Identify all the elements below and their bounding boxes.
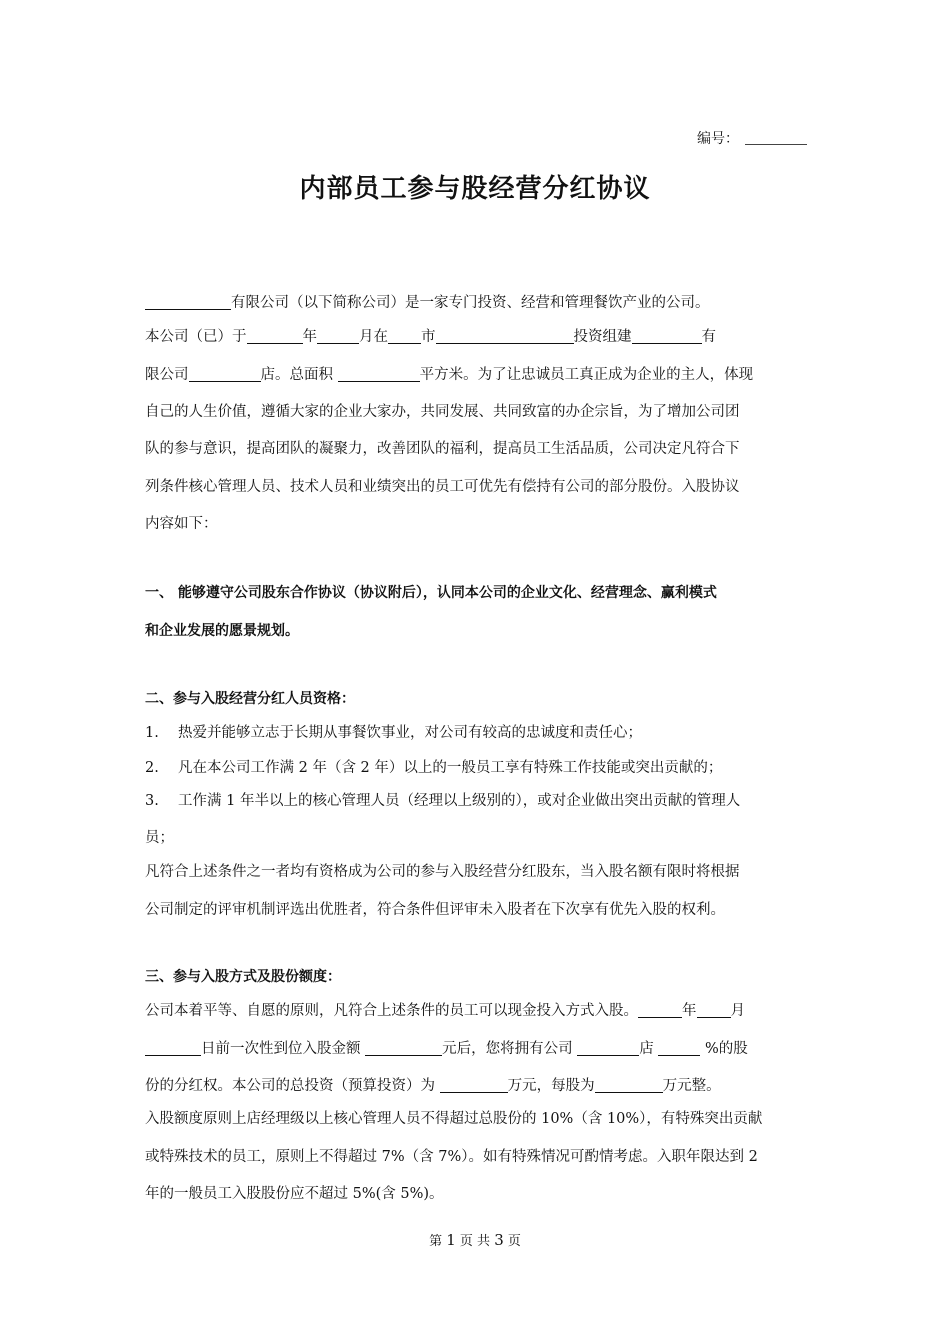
year-blank xyxy=(247,329,303,344)
intro-line-7: 内容如下： xyxy=(145,516,218,532)
section-3-heading: 三、参与入股方式及股份额度： xyxy=(145,969,341,985)
invest-day-blank xyxy=(145,1041,201,1056)
serial-blank xyxy=(745,130,807,145)
total-investment-blank xyxy=(440,1078,508,1093)
company-blank xyxy=(632,329,702,344)
section-3-line-3: 份的分红权。本公司的总投资（预算投资）为 万元，每股为 万元整。 xyxy=(145,1078,721,1094)
serial-number xyxy=(697,128,807,148)
section-1-line-1: 一、 能够遵守公司股东合作协议（协议附后），认同本公司的企业文化、经营理念、赢利模式 xyxy=(145,585,717,601)
section-2-paragraph-1: 凡符合上述条件之一者均有资格成为公司的参与入股经营分红股东，当入股名额有限时将根据 xyxy=(145,864,740,880)
area-blank xyxy=(338,367,420,382)
intro-line-5: 队的参与意识，提高团队的凝聚力，改善团队的福利，提高员工生活品质，公司决定凡符合下 xyxy=(145,441,740,457)
company-name-blank xyxy=(145,295,231,310)
section-3-line-1: 公司本着平等、自愿的原则，凡符合上述条件的员工可以现金投入方式入股。 年 月 xyxy=(145,1003,745,1019)
list-item-3: 3. 工作满 1 年半以上的核心管理人员（经理以上级别的），或对企业做出突出贡献的管理人 xyxy=(145,793,741,809)
invest-year-blank xyxy=(638,1003,682,1018)
section-3-line-5: 或特殊技术的员工，原则上不得超过 7%（含 7%）。如有特殊情况可酌情考虑。入职年限达到 2 xyxy=(145,1149,758,1165)
page-footer: 第 1 页 共 3 页 xyxy=(429,1231,521,1249)
serial-label: 编号： xyxy=(697,131,739,147)
intro-line-4: 自己的人生价值，遵循大家的企业大家办，共同发展、共同致富的办企宗旨，为了增加公司团 xyxy=(145,404,740,420)
current-page: 1 xyxy=(446,1231,456,1249)
store-name-blank xyxy=(577,1041,639,1056)
section-3-line-2: 日前一次性到位入股金额 元后，您将拥有公司 店 %的股 xyxy=(145,1040,810,1058)
total-pages: 3 xyxy=(494,1231,504,1249)
intro-line-2: 本公司（已）于 年 月在 市 投资组建 有 xyxy=(145,329,716,345)
section-2-heading: 二、参与入股经营分红人员资格： xyxy=(145,691,355,707)
list-item-2: 2. 凡在本公司工作满 2 年（含 2 年）以上的一般员工享有特殊工作技能或突出贡献的； xyxy=(145,760,723,776)
document-title: 内部员工参与股经营分红协议 xyxy=(299,174,651,204)
invest-month-blank xyxy=(697,1003,731,1018)
month-blank xyxy=(317,329,359,344)
intro-line-1: 有限公司（以下简称公司）是一家专门投资、经营和管理餐饮产业的公司。 xyxy=(145,294,810,312)
amount-blank xyxy=(365,1041,442,1056)
per-share-blank xyxy=(595,1078,663,1093)
percent-blank xyxy=(658,1041,700,1056)
section-3-line-4: 入股额度原则上店经理级以上核心管理人员不得超过总股份的 10%（含 10%），有特殊突出贡献 xyxy=(145,1111,763,1127)
list-item-1: 1. 热爱并能够立志于长期从事餐饮事业，对公司有较高的忠诚度和责任心； xyxy=(145,725,642,741)
store-blank xyxy=(189,367,261,382)
location-blank xyxy=(436,329,574,344)
section-3-line-6: 年的一般员工入股股份应不超过 5%(含 5%)。 xyxy=(145,1186,444,1202)
section-1-line-2: 和企业发展的愿景规划。 xyxy=(145,623,299,639)
list-item-3-continued: 员； xyxy=(145,830,174,846)
city-blank xyxy=(388,329,421,344)
intro-line-6: 列条件核心管理人员、技术人员和业绩突出的员工可优先有偿持有公司的部分股份。入股协议 xyxy=(145,479,740,495)
intro-line-3: 限公司 店。总面积 平方米。为了让忠诚员工真正成为企业的主人，体现 xyxy=(145,367,754,383)
section-2-paragraph-2: 公司制定的评审机制评选出优胜者，符合条件但评审未入股者在下次享有优先入股的权利。 xyxy=(145,902,725,918)
